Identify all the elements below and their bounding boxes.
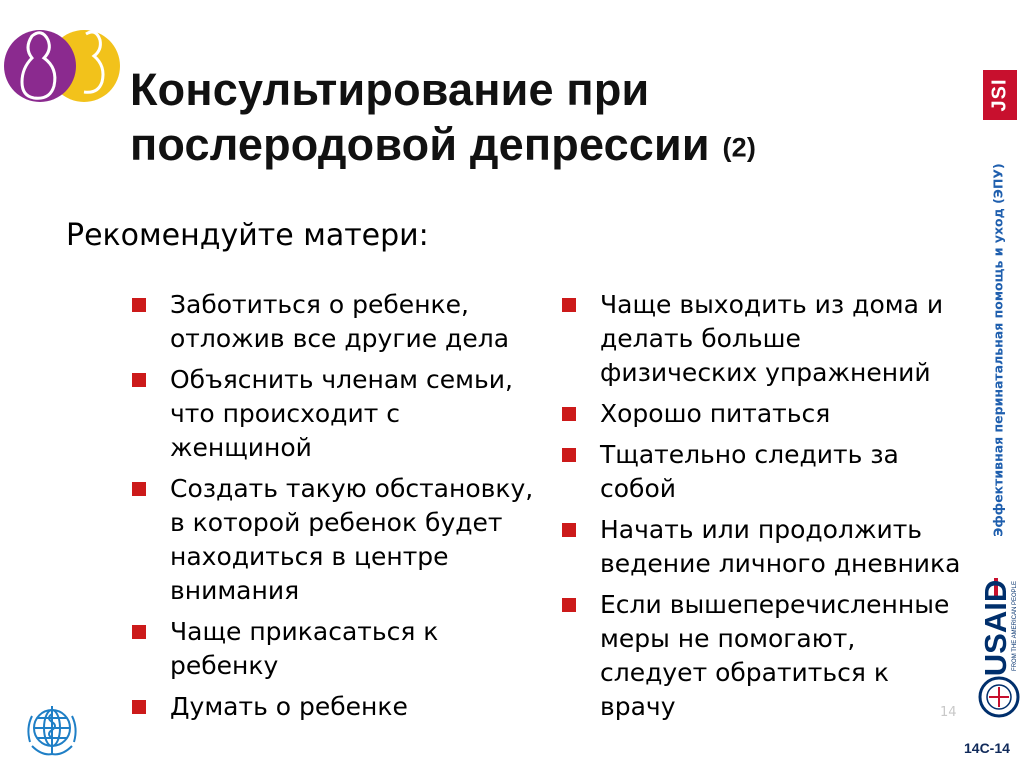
slide-subtitle: Рекомендуйте матери: xyxy=(66,218,429,253)
slide-code: 14C-14 xyxy=(964,740,1010,756)
left-bullet-list xyxy=(132,288,542,731)
vertical-program-title: Эффективная перинатальная помощь и уход (ЭПУ) xyxy=(990,163,1006,537)
bullet-icon xyxy=(562,598,576,612)
jsi-logo xyxy=(983,70,1017,120)
bullet-icon xyxy=(132,482,146,496)
slide-title xyxy=(130,62,756,176)
right-bullet-list xyxy=(562,288,962,731)
list-item-text: Заботиться о ребенке, отложив все другие дела xyxy=(170,290,510,353)
list-item-text: Тщательно следить за собой xyxy=(600,440,899,503)
list-item xyxy=(562,588,962,724)
list-item xyxy=(132,615,542,683)
list-item xyxy=(132,690,542,724)
usaid-tagline: FROM THE AMERICAN PEOPLE xyxy=(1012,581,1018,671)
title-line-2: послеродовой депрессии xyxy=(130,119,710,170)
list-item xyxy=(562,513,962,581)
list-item xyxy=(562,438,962,506)
list-item xyxy=(562,288,962,390)
list-item-text: Хорошо питаться xyxy=(600,399,831,428)
bullet-icon xyxy=(562,523,576,537)
list-item-text: Думать о ребенке xyxy=(170,692,408,721)
list-item-text: Создать такую обстановку, в которой ребенок будет находиться в центре внимания xyxy=(170,474,534,605)
list-item-text: Объяснить членам семьи, что происходит с женщиной xyxy=(170,365,513,462)
who-emblem-icon xyxy=(18,696,86,764)
list-item-text: Если вышеперечисленные меры не помогают, следует обратиться к врачу xyxy=(600,590,950,721)
list-item-text: Чаще прикасаться к ребенку xyxy=(170,617,439,680)
bullet-icon xyxy=(132,625,146,639)
title-line-1: Консультирование при xyxy=(130,64,650,115)
bullet-icon xyxy=(562,407,576,421)
list-item-text: Чаще выходить из дома и делать больше физических упражнений xyxy=(600,290,944,387)
title-part-number: (2) xyxy=(722,132,757,163)
usaid-logo xyxy=(978,578,1024,678)
usaid-logo-text: USAID xyxy=(978,579,1013,677)
list-item xyxy=(132,363,542,465)
bullet-icon xyxy=(562,298,576,312)
bullet-icon xyxy=(132,298,146,312)
list-item-text: Начать или продолжить ведение личного дневника xyxy=(600,515,961,578)
page-number: 14 xyxy=(940,705,957,720)
mother-baby-logo xyxy=(2,14,120,110)
bullet-icon xyxy=(562,448,576,462)
list-item xyxy=(132,288,542,356)
list-item xyxy=(562,397,962,431)
usaid-seal-icon xyxy=(978,676,1020,718)
jsi-logo-text: JSI xyxy=(988,78,1011,112)
bullet-icon xyxy=(132,700,146,714)
bullet-icon xyxy=(132,373,146,387)
list-item xyxy=(132,472,542,608)
